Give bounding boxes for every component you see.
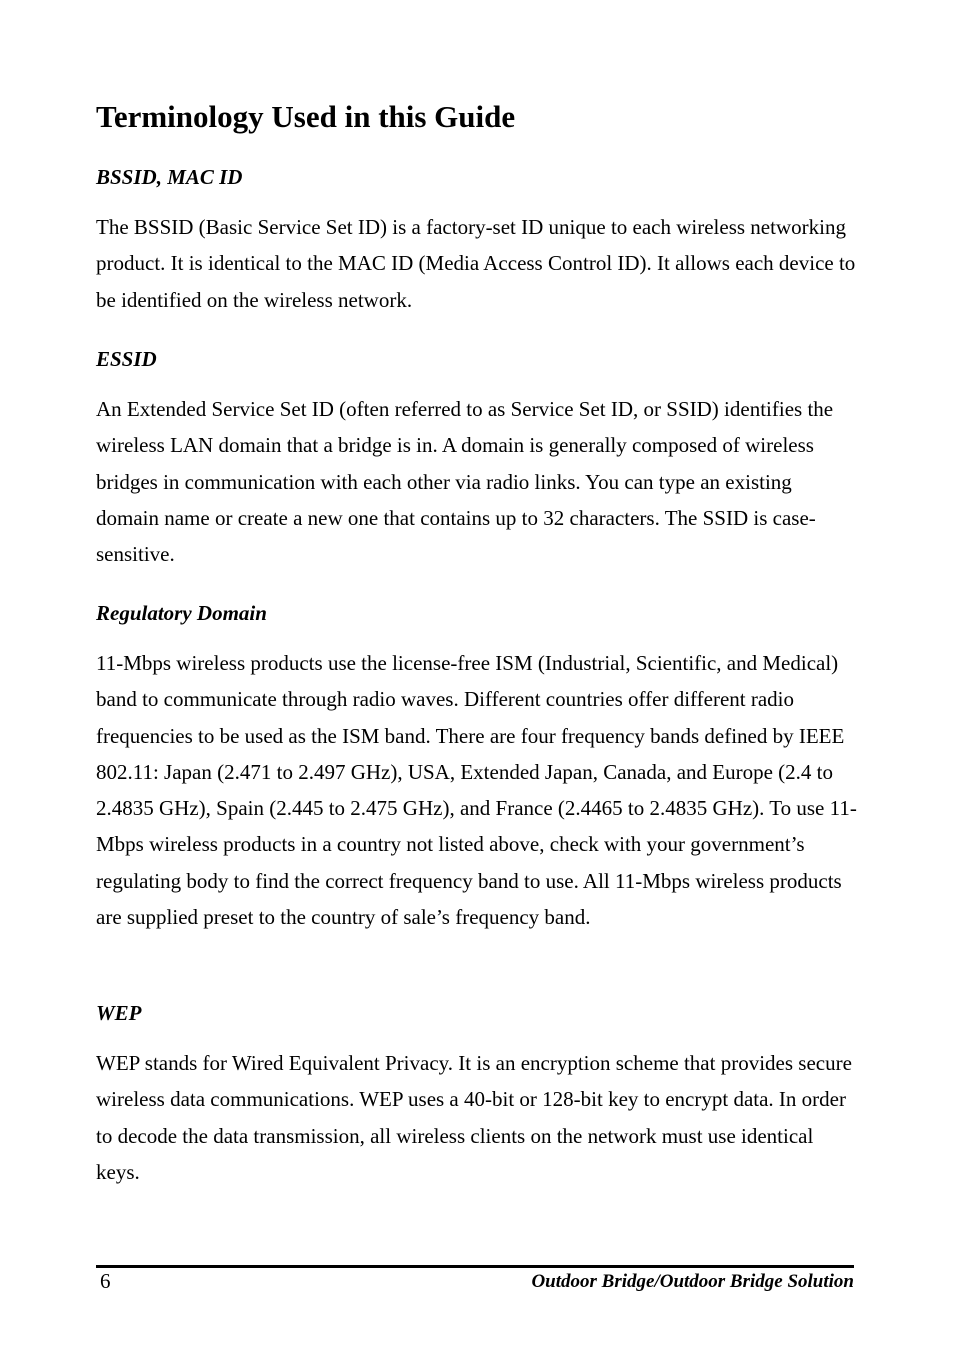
section-heading-bssid: BSSID, MAC ID xyxy=(96,165,243,189)
section-body-regulatory-domain: 11-Mbps wireless products use the license-free ISM (Industrial, Scientific, and Medical) band to communicate through radio waves. Different countries offer different radio frequencies to be used as the ISM band. There are four frequency bands defined by IEEE 802.11: Japan (2.471 to 2.497 GHz), USA, Extended Japan, Canada, and Europe (2.4 to 2.4835 GHz), Spain (2.445 to 2.475 GHz), and France (2.4465 to 2.4835 GHz). To use 11-Mbps wireless products in a country not listed above, check with your government’s regulating body to find the correct frequency band to use. All 11-Mbps wireless products are supplied preset to the country of sale’s frequency band. xyxy=(96,651,857,930)
section-body-wep: WEP stands for Wired Equivalent Privacy. It is an encryption scheme that provides secure wireless data communications. WEP uses a 40-bit or 128-bit key to encrypt data. In order to decode the data transmission, all wireless clients on the network must use identical keys. xyxy=(96,1051,852,1184)
page-title: Terminology Used in this Guide xyxy=(96,99,516,134)
section-body-essid: An Extended Service Set ID (often referred to as Service Set ID, or SSID) identifies the wireless LAN domain that a bridge is in. A domain is generally composed of wireless bridges in communication with each other via radio links. You can type an existing domain name or create a new one that contains up to 32 characters. The SSID is case-sensitive. xyxy=(96,397,834,567)
section-heading-regulatory-domain: Regulatory Domain xyxy=(96,601,267,625)
footer-divider xyxy=(96,1265,854,1268)
page-number: 6 xyxy=(100,1269,111,1293)
section-body-bssid: The BSSID (Basic Service Set ID) is a factory-set ID unique to each wireless networking product. It is identical to the MAC ID (Media Access Control ID). It allows each device to be identified on the wireless network. xyxy=(96,215,856,312)
section-heading-wep: WEP xyxy=(96,1001,142,1025)
section-heading-essid: ESSID xyxy=(96,347,157,371)
footer-title: Outdoor Bridge/Outdoor Bridge Solution xyxy=(531,1271,854,1292)
